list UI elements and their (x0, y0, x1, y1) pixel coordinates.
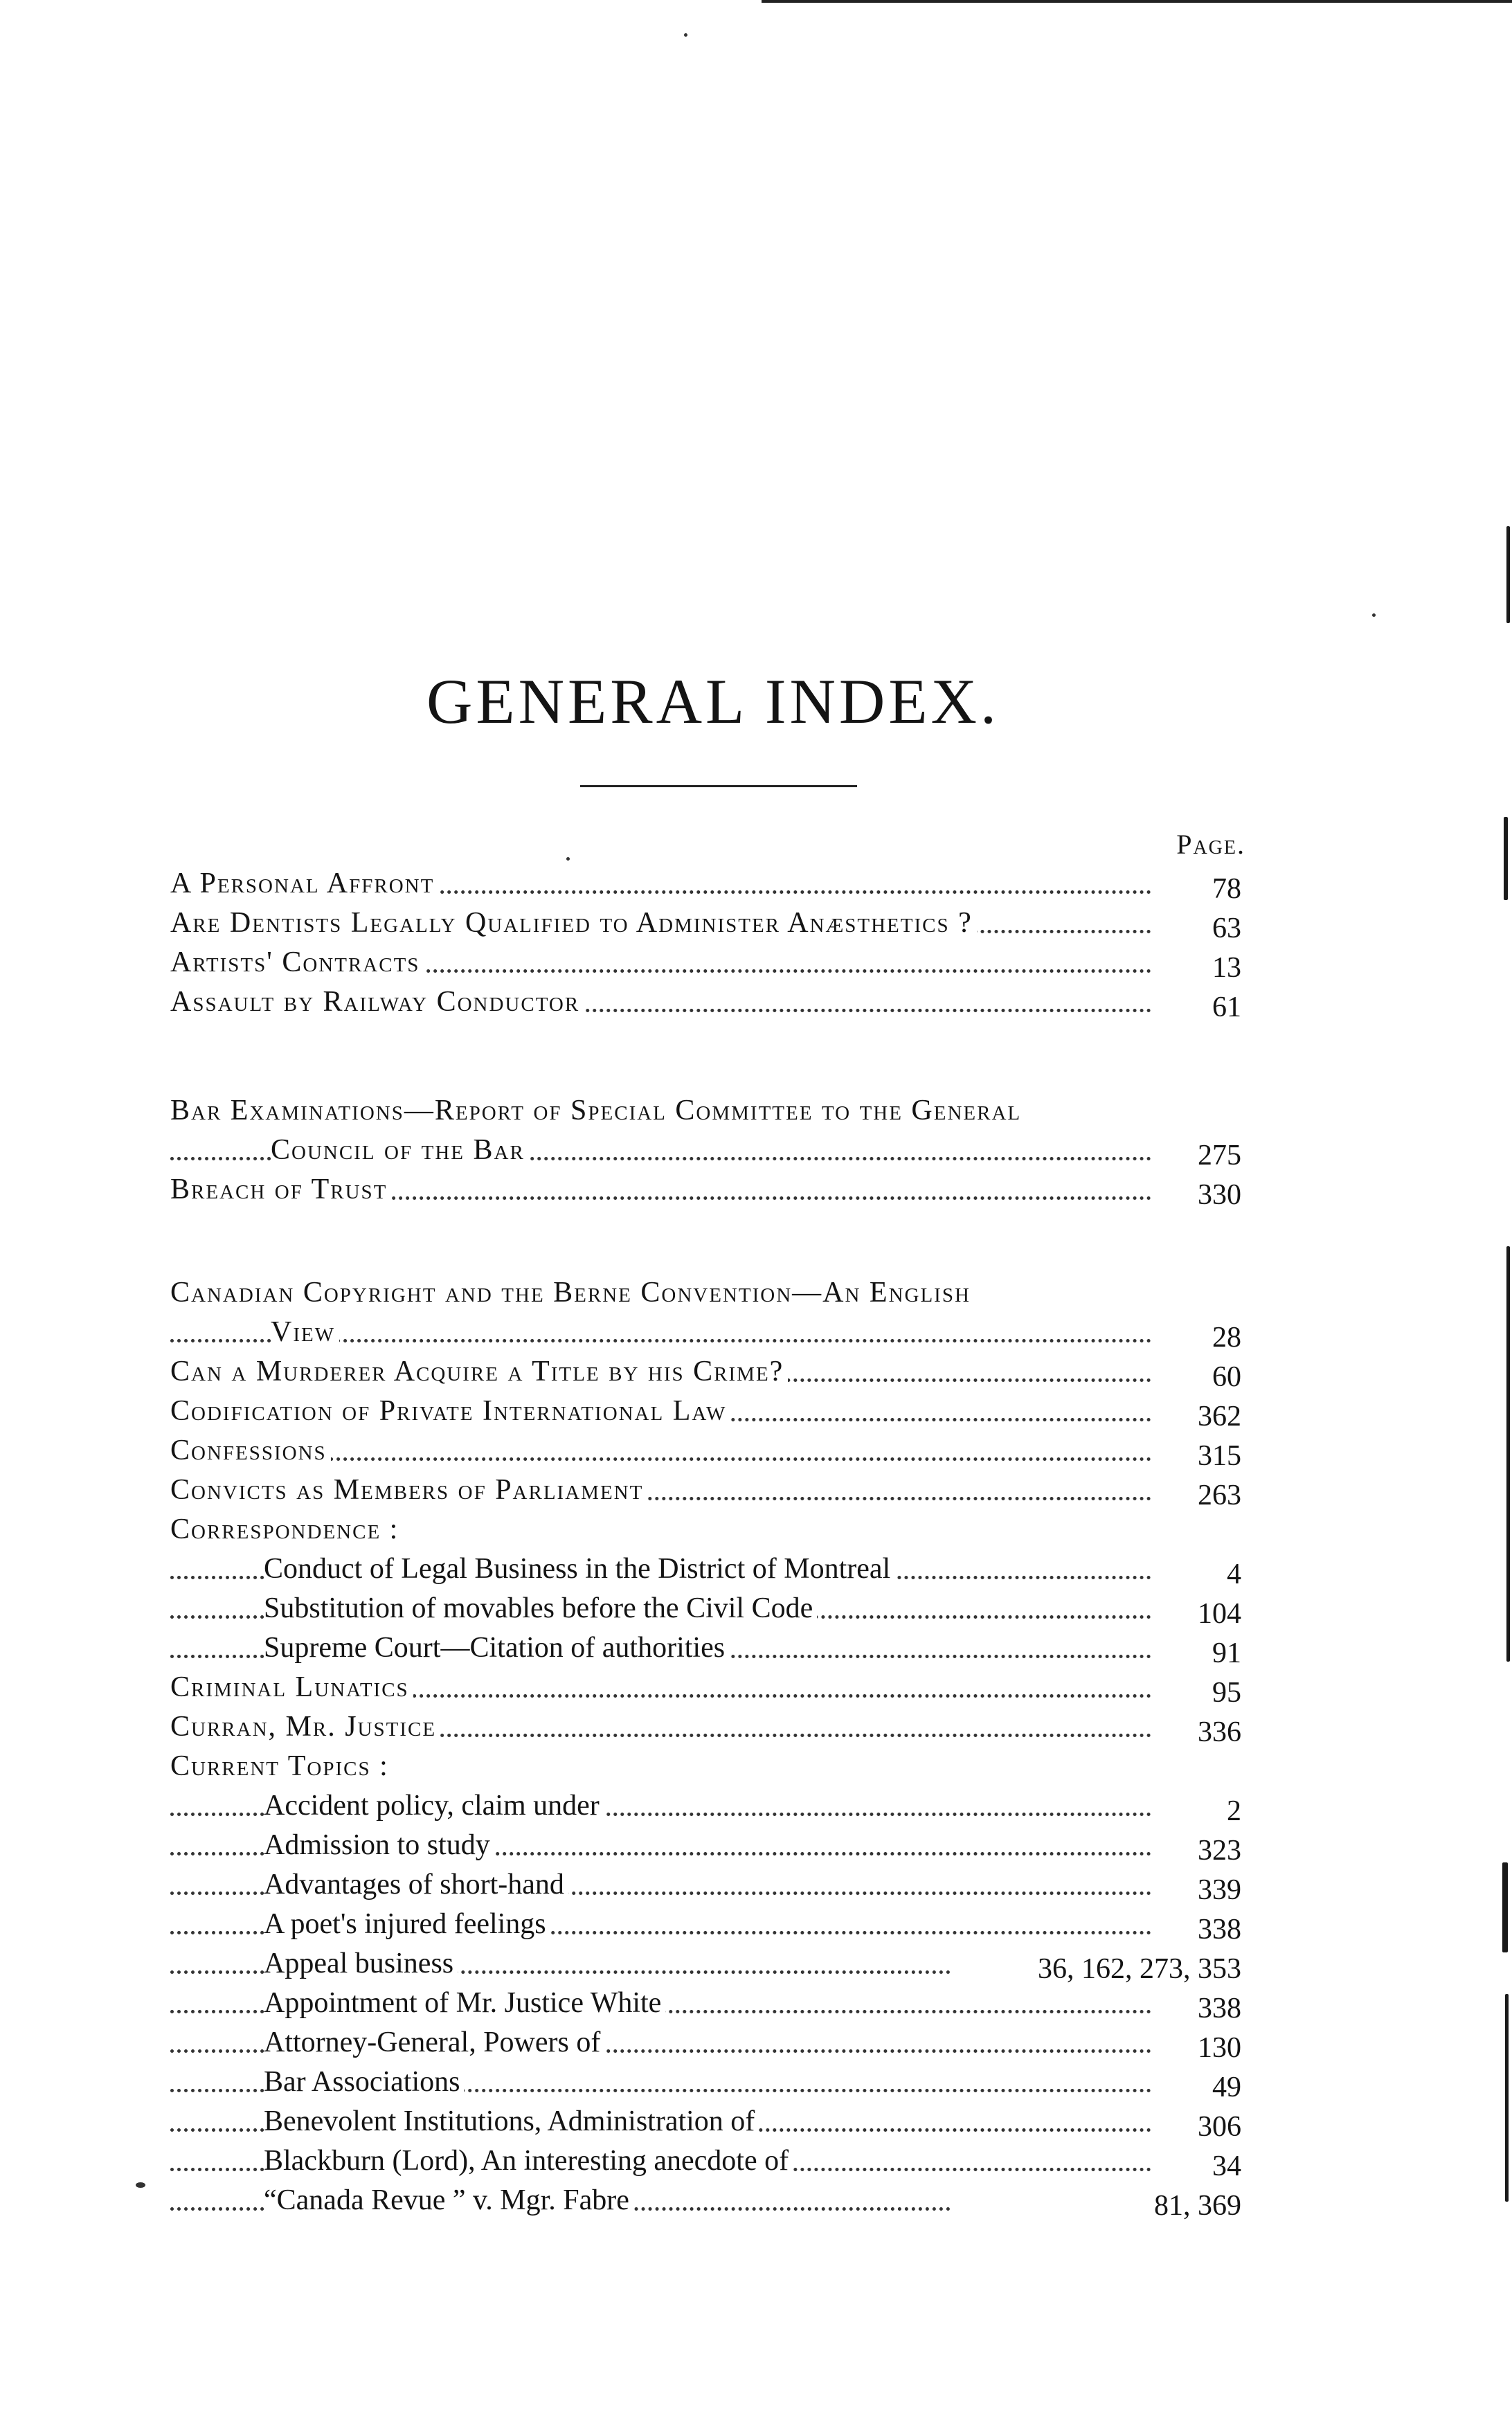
scan-speck (1372, 613, 1376, 617)
entry-page: 78 (1154, 870, 1241, 909)
index-title: GENERAL INDEX. (426, 666, 1000, 737)
entry-label: Codification of Private International Law (170, 1395, 730, 1427)
entry-page: 63 (1154, 909, 1241, 949)
entry-label: Are Dentists Legally Qualified to Administer Anæsthetics ? (170, 907, 977, 939)
scan-edge-mark (1506, 526, 1510, 623)
index-group-heading (170, 1747, 1241, 1786)
entry-page: 4 (1154, 1555, 1241, 1594)
entry-page: 315 (1154, 1437, 1241, 1476)
index-subentry (170, 1905, 1241, 1944)
entry-label: A poet's injured feelings (264, 1908, 550, 1940)
entry-label: Artists' Contracts (170, 946, 424, 978)
entry-page: 306 (1154, 2108, 1241, 2147)
entry-page: 336 (1154, 1713, 1241, 1752)
entry-page: 36, 162, 273, 353 (957, 1950, 1241, 1989)
entry-label: Convicts as Members of Parliament (170, 1474, 647, 1506)
entry-label: Bar Examinations—Report of Special Committee to the General (170, 1095, 1025, 1126)
entry-page: 104 (1154, 1594, 1241, 1634)
index-subentry (170, 2023, 1241, 2063)
section-gap (170, 1210, 1241, 1273)
index-subentry (170, 1786, 1241, 1826)
entry-label: Confessions (170, 1435, 331, 1466)
title-rule (580, 785, 857, 787)
scan-speck (136, 2182, 145, 2188)
entry-page: 362 (1154, 1397, 1241, 1437)
entry-page: 2 (1154, 1792, 1241, 1831)
entry-label: Breach of Trust (170, 1174, 391, 1205)
entry-label: Admission to study (264, 1829, 494, 1861)
entry-continuation: Council of the Bar (271, 1134, 529, 1166)
entry-page: 13 (1154, 949, 1241, 988)
page-column-heading: Page. (1176, 829, 1245, 860)
entry-label: A Personal Affront (170, 868, 438, 899)
index-entries (170, 864, 1241, 2220)
entry-label: Appointment of Mr. Justice White (264, 1987, 665, 2019)
entry-continuation: View (271, 1316, 339, 1348)
entry-label: Conduct of Legal Business in the District of Montreal (264, 1553, 894, 1585)
entry-label: Criminal Lunatics (170, 1671, 413, 1703)
entry-label: Bar Associations (264, 2066, 464, 2098)
index-subentry (170, 1865, 1241, 1905)
index-entry-continuation (170, 1313, 1241, 1352)
top-edge-rule (762, 0, 1512, 3)
index-entry (170, 1273, 1241, 1313)
entry-label: Accident policy, claim under (264, 1790, 604, 1822)
index-entry (170, 1431, 1241, 1471)
entry-page: 60 (1154, 1358, 1241, 1397)
index-entry (170, 1707, 1241, 1747)
entry-page: 275 (1154, 1136, 1241, 1176)
index-group-heading (170, 1510, 1241, 1549)
entry-label: Benevolent Institutions, Administration of (264, 2105, 759, 2137)
entry-label: Correspondence : (170, 1513, 403, 1545)
entry-label: “Canada Revue ” v. Mgr. Fabre (264, 2184, 633, 2216)
scan-edge-mark (1504, 817, 1508, 900)
entry-page: 95 (1154, 1673, 1241, 1713)
scan-edge-mark (1506, 1246, 1510, 1662)
entry-label: Appeal business (264, 1948, 458, 1979)
entry-page: 91 (1154, 1634, 1241, 1673)
index-entry (170, 1170, 1241, 1210)
entry-page: 81, 369 (957, 2186, 1241, 2226)
entry-page: 34 (1154, 2147, 1241, 2186)
entry-page: 330 (1154, 1176, 1241, 1215)
entry-page: 61 (1154, 988, 1241, 1027)
entry-page: 338 (1154, 1989, 1241, 2029)
scan-speck (566, 857, 570, 861)
index-subentry (170, 1826, 1241, 1865)
index-entry (170, 1352, 1241, 1392)
index-entry (170, 943, 1241, 982)
entry-label: Blackburn (Lord), An interesting anecdote of (264, 2145, 793, 2177)
entry-page: 49 (1154, 2068, 1241, 2108)
index-entry (170, 864, 1241, 904)
index-subentry (170, 2063, 1241, 2102)
scan-speck (684, 33, 687, 37)
index-entry (170, 982, 1241, 1022)
entry-label: Current Topics : (170, 1750, 393, 1782)
index-subentry (170, 1984, 1241, 2023)
index-subentry (170, 1944, 1241, 1984)
index-entry (170, 1091, 1241, 1131)
index-subentry (170, 2141, 1241, 2181)
entry-page: 263 (1154, 1476, 1241, 1516)
entry-label: Substitution of movables before the Civil Code (264, 1592, 817, 1624)
entry-page: 339 (1154, 1871, 1241, 1910)
section-gap (170, 1022, 1241, 1091)
entry-label: Attorney-General, Powers of (264, 2027, 604, 2058)
entry-label: Assault by Railway Conductor (170, 986, 584, 1018)
entry-label: Supreme Court—Citation of authorities (264, 1632, 729, 1664)
index-subentry (170, 2181, 1241, 2220)
index-entry (170, 1471, 1241, 1510)
index-entry-continuation (170, 1131, 1241, 1170)
index-subentry (170, 1589, 1241, 1628)
entry-page: 28 (1154, 1318, 1241, 1358)
entry-label: Can a Murderer Acquire a Title by his Crime? (170, 1356, 788, 1387)
scan-edge-mark (1502, 1862, 1508, 1952)
index-entry (170, 1668, 1241, 1707)
entry-page: 338 (1154, 1910, 1241, 1950)
index-subentry (170, 2102, 1241, 2141)
entry-label: Advantages of short-hand (264, 1869, 568, 1901)
index-subentry (170, 1549, 1241, 1589)
scan-edge-mark (1505, 1994, 1509, 2202)
entry-page: 323 (1154, 1831, 1241, 1871)
entry-label: Canadian Copyright and the Berne Convention—An English (170, 1277, 975, 1309)
entry-label: Curran, Mr. Justice (170, 1711, 440, 1743)
index-subentry (170, 1628, 1241, 1668)
index-entry (170, 904, 1241, 943)
index-entry (170, 1392, 1241, 1431)
entry-page: 130 (1154, 2029, 1241, 2068)
